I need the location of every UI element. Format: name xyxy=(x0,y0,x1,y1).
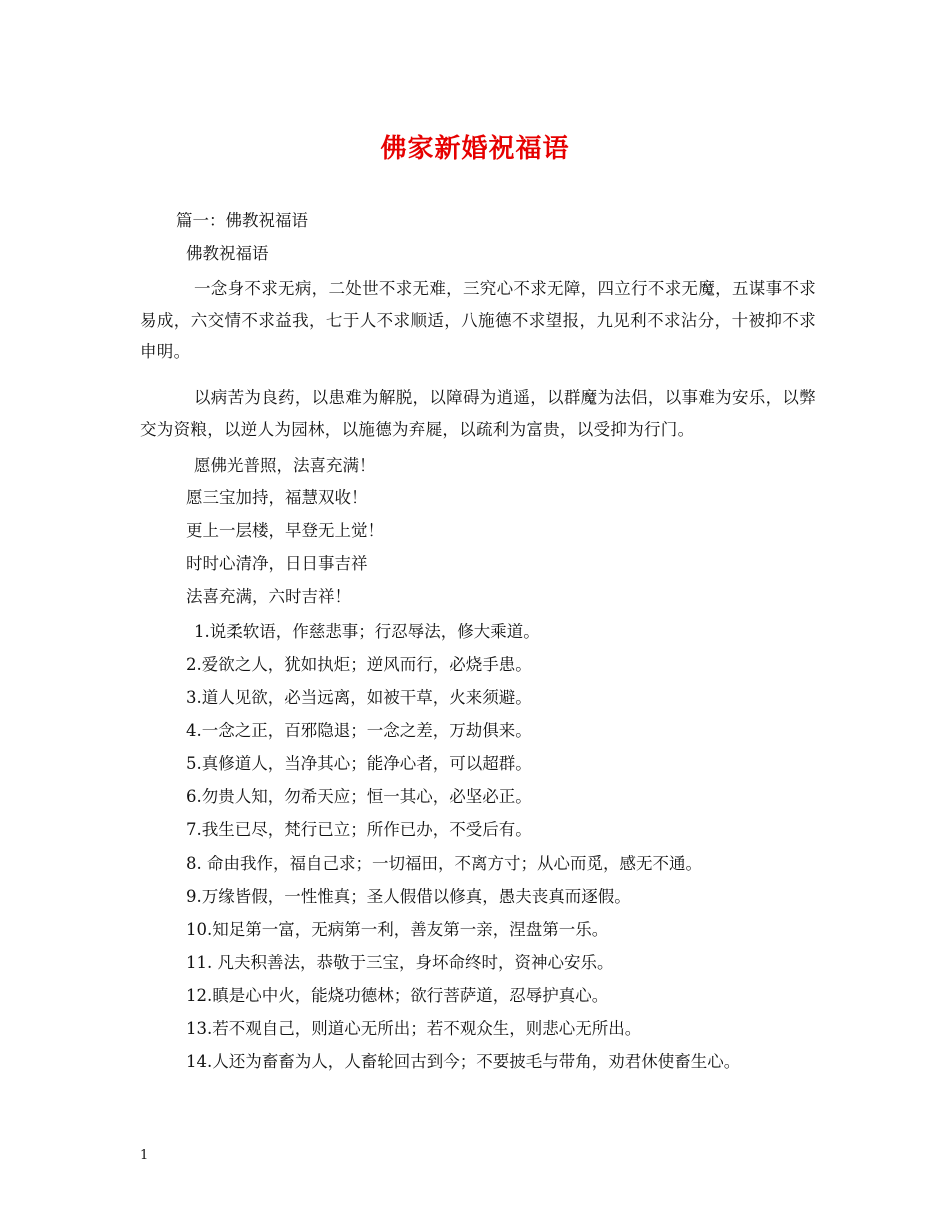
wish-line: 时时心清净，日日事吉祥 xyxy=(186,554,368,573)
numbered-item: 3.道人见欲，必当远离，如被干草，火来须避。 xyxy=(186,688,532,707)
numbered-item: 7.我生已尽，梵行已立；所作已办，不受后有。 xyxy=(186,820,532,839)
numbered-item: 10.知足第一富，无病第一利，善友第一亲，涅盘第一乐。 xyxy=(186,920,609,939)
numbered-item: 2.爱欲之人，犹如执炬；逆风而行，必烧手患。 xyxy=(186,655,532,674)
section-heading: 篇一：佛教祝福语 xyxy=(176,211,308,230)
numbered-item: 14.人还为畜畜为人，人畜轮回古到今；不要披毛与带角，劝君休使畜生心。 xyxy=(186,1052,741,1071)
wish-line: 法喜充满，六时吉祥！ xyxy=(186,587,351,606)
wish-line: 更上一层楼，早登无上觉！ xyxy=(186,521,384,540)
numbered-item: 4.一念之正，百邪隐退；一念之差，万劫俱来。 xyxy=(186,721,532,740)
numbered-item: 11. 凡夫积善法，恭敬于三宝，身坏命终时，资神心安乐。 xyxy=(186,953,614,972)
numbered-item: 8. 命由我作，福自己求；一切福田，不离方寸；从心而觅，感无不通。 xyxy=(186,854,702,873)
numbered-item: 5.真修道人，当净其心；能净心者，可以超群。 xyxy=(186,754,532,773)
subheading: 佛教祝福语 xyxy=(186,244,269,263)
numbered-item: 6.勿贵人知，勿希天应；恒一其心，必坚必正。 xyxy=(186,787,532,806)
numbered-item: 1.说柔软语，作慈悲事；行忍辱法，修大乘道。 xyxy=(194,622,540,641)
numbered-item: 13.若不观自己，则道心无所出；若不观众生，则悲心无所出。 xyxy=(186,1019,642,1038)
paragraph-ten-practices: 以病苦为良药，以患难为解脱，以障碍为逍遥，以群魔为法侣，以事难为安乐，以弊交为资粮，以逆人为园林，以施德为弃屣，以疏利为富贵，以受抑为行门。 xyxy=(140,388,816,439)
page-number: 1 xyxy=(140,1148,149,1163)
paragraph-ten-no-seek: 一念身不求无病，二处世不求无难，三究心不求无障，四立行不求无魔，五谋事不求易成，六交情不求益我，七于人不求顺适，八施德不求望报，九见利不求沾分，十被抑不求申明。 xyxy=(140,279,816,361)
numbered-item: 9.万缘皆假，一性惟真；圣人假借以修真，愚夫丧真而逐假。 xyxy=(186,887,631,906)
numbered-item: 12.瞋是心中火，能烧功德林；欲行菩萨道，忍辱护真心。 xyxy=(186,986,609,1005)
wish-line: 愿三宝加持，福慧双收！ xyxy=(186,488,368,507)
document-title: 佛家新婚祝福语 xyxy=(380,134,570,164)
wish-line: 愿佛光普照，法喜充满！ xyxy=(194,456,376,475)
